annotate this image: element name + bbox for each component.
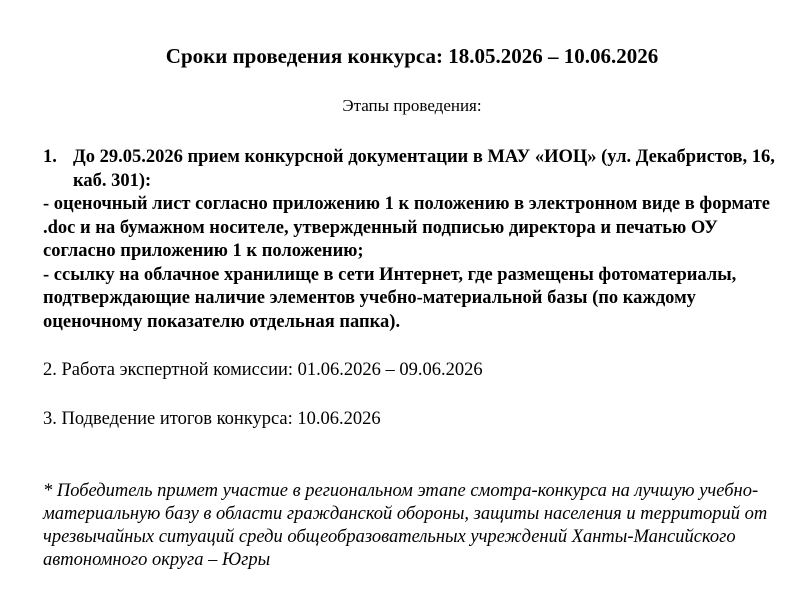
stage1-bullet-evaluation-sheet: - оценочный лист согласно приложению 1 к положению в электронном виде в формате .doc и на бумажном носителе, утвержденный подписью директора и печатью ОУ согласно приложению 1 к положению;: [43, 194, 770, 261]
stages-subtitle: Этапы проведения:: [342, 96, 482, 115]
page-title: Сроки проведения конкурса: 18.05.2026 – 10.06.2026: [165, 44, 659, 68]
stage1-bullet-cloud-link: - ссылку на облачное хранилище в сети Интернет, где размещены фотоматериалы, подтверждающие наличие элементов учебно-материальной базы (по каждому оценочному показателю отдельная папка).: [43, 264, 737, 332]
stage2-line: 2. Работа экспертной комиссии: 01.06.2026 – 09.06.2026: [43, 360, 483, 380]
stage1-number: 1.: [43, 147, 57, 167]
stage1-heading-row: [43, 146, 783, 193]
stage1-block: [43, 146, 783, 334]
footnote-note: * Победитель примет участие в региональном этапе смотра-конкурса на лучшую учебно-материальную базу в области гражданской обороны, защиты населения и территорий от чрезвычайных ситуаций среди общеобразовательных учреждений Ханты-Мансийского автономного округа – Югры: [43, 481, 768, 570]
stage1-heading: До 29.05.2026 прием конкурсной документации в МАУ «ИОЦ» (ул. Декабристов, 16, каб. 301):: [73, 147, 775, 191]
stage3-line: 3. Подведение итогов конкурса: 10.06.2026: [43, 409, 381, 429]
